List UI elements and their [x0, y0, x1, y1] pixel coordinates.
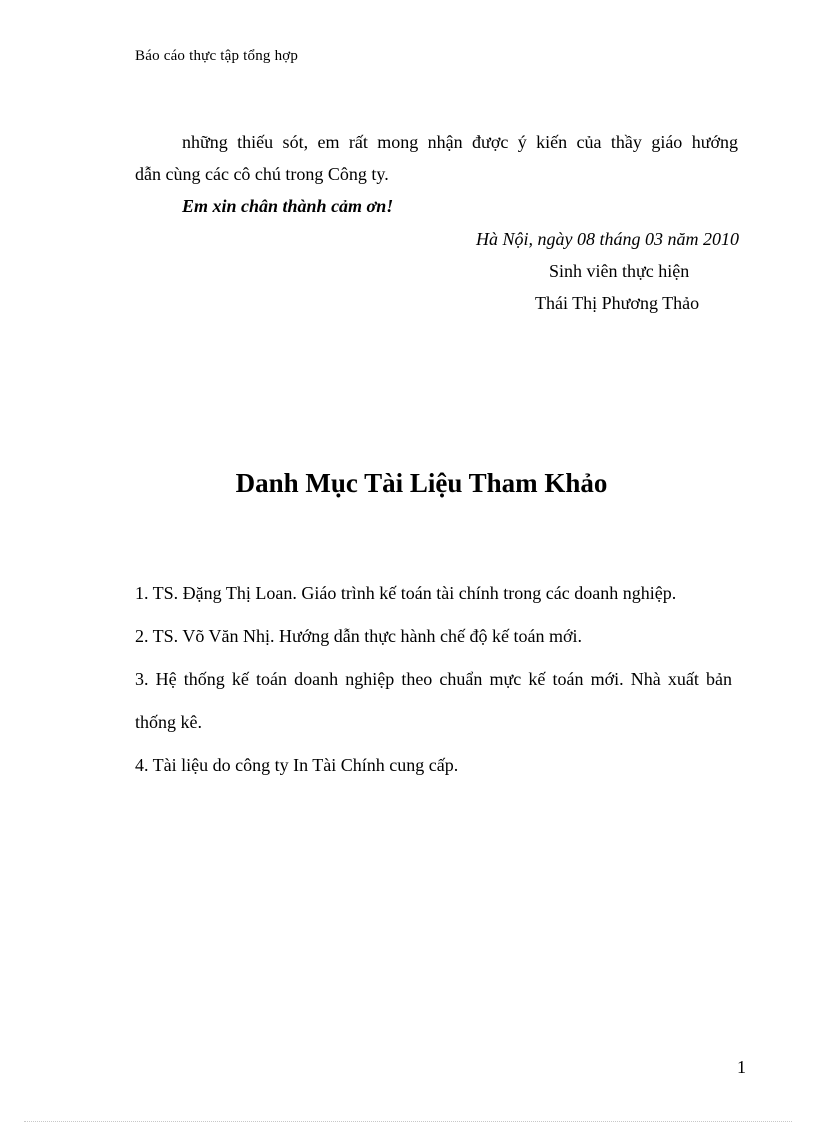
- closing-paragraph-line-1: những thiếu sót, em rất mong nhận được ý kiến của thầy giáo hướng: [182, 132, 738, 152]
- place-date: Hà Nội, ngày 08 tháng 03 năm 2010: [476, 229, 739, 249]
- running-header: Báo cáo thực tập tổng hợp: [135, 48, 299, 64]
- page-number: 1: [737, 1057, 746, 1077]
- references-list: [135, 572, 732, 787]
- page-divider: [24, 1121, 792, 1122]
- closing-paragraph: [135, 126, 738, 190]
- reference-item: 3. Hệ thống kế toán doanh nghiệp theo chuẩn mực kế toán mới. Nhà xuất bản thống kê.: [135, 669, 732, 732]
- references-title: Danh Mục Tài Liệu Tham Khảo: [235, 468, 608, 498]
- thanks-line: Em xin chân thành cảm ơn!: [182, 196, 394, 216]
- closing-paragraph-line-2: dẫn cùng các cô chú trong Công ty.: [135, 164, 389, 184]
- signer-name: Thái Thị Phương Thảo: [535, 293, 700, 313]
- reference-item: 1. TS. Đặng Thị Loan. Giáo trình kế toán tài chính trong các doanh nghiệp.: [135, 583, 677, 603]
- reference-item: 2. TS. Võ Văn Nhị. Hướng dẫn thực hành chế độ kế toán mới.: [135, 626, 582, 646]
- signer-role: Sinh viên thực hiện: [549, 261, 690, 281]
- reference-item: 4. Tài liệu do công ty In Tài Chính cung cấp.: [135, 755, 459, 775]
